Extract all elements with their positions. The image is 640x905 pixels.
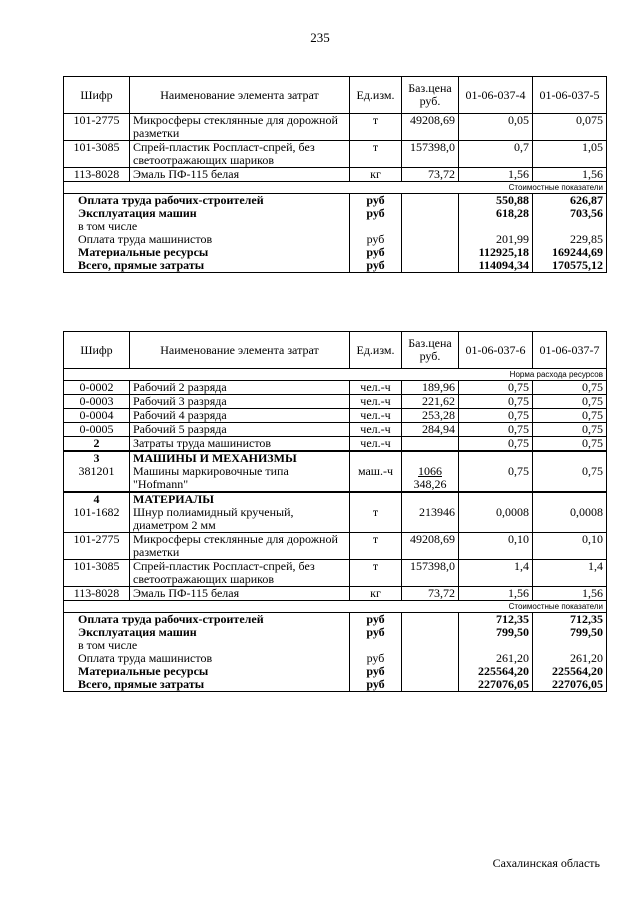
table-row: [64, 141, 607, 168]
summary-unit: руб: [350, 652, 402, 665]
row-price: 253,28: [402, 409, 459, 423]
summary-value-b: 626,87: [533, 194, 607, 208]
row-price: 73,72: [402, 168, 459, 182]
row-code: 101-2775: [64, 114, 130, 141]
row-value-b: 0,0008: [533, 506, 607, 533]
table-header-row: [64, 77, 607, 114]
row-value-a: 0,05: [459, 114, 533, 141]
cost-indicators-note: Стоимостные показатели: [64, 182, 607, 194]
table-row: [64, 506, 607, 533]
summary-value-b: 799,50: [533, 626, 607, 639]
machine-row: [64, 465, 607, 492]
summary-row: [64, 613, 607, 627]
table-header-row: [64, 332, 607, 369]
summary-price: [402, 220, 459, 233]
row-name: Эмаль ПФ-115 белая: [130, 587, 350, 601]
summary-value-a: 112925,18: [459, 246, 533, 259]
row-unit: чел.-ч: [350, 381, 402, 395]
summary-row: [64, 678, 607, 692]
summary-price: [402, 194, 459, 208]
row-value-a: 1,4: [459, 560, 533, 587]
summary-value-a: 799,50: [459, 626, 533, 639]
row-value-a: 0,0008: [459, 506, 533, 533]
summary-value-a: 225564,20: [459, 665, 533, 678]
summary-label: Оплата труда машинистов: [64, 652, 350, 665]
table-row: [64, 423, 607, 437]
row-value-a: 1,56: [459, 168, 533, 182]
row-value-a: 0,75: [459, 395, 533, 409]
row-code: 2: [64, 437, 130, 452]
table-row: [64, 533, 607, 560]
header-unit: Ед.изм.: [350, 77, 402, 114]
row-price: [402, 465, 459, 492]
header-name: Наименование элемента затрат: [130, 332, 350, 369]
header-code: Шифр: [64, 77, 130, 114]
row-value-a: 0,75: [459, 423, 533, 437]
summary-label: в том числе: [64, 220, 350, 233]
header-code: Шифр: [64, 332, 130, 369]
footer-region: Сахалинская область: [492, 856, 600, 870]
header-col-b: 01-06-037-5: [533, 77, 607, 114]
summary-unit: руб: [350, 613, 402, 627]
row-name: Спрей-пластик Роспласт-спрей, без светоотражающих шариков: [130, 141, 350, 168]
row-unit: т: [350, 141, 402, 168]
header-name: Наименование элемента затрат: [130, 77, 350, 114]
summary-price: [402, 626, 459, 639]
summary-row: [64, 626, 607, 639]
row-price: 189,96: [402, 381, 459, 395]
row-code: 0-0002: [64, 381, 130, 395]
summary-row: [64, 207, 607, 220]
row-value-b: 1,4: [533, 560, 607, 587]
row-name: Рабочий 5 разряда: [130, 423, 350, 437]
summary-label: Всего, прямые затраты: [64, 678, 350, 692]
row-price: 157398,0: [402, 141, 459, 168]
summary-label: в том числе: [64, 639, 350, 652]
summary-unit: руб: [350, 233, 402, 246]
table-row: [64, 560, 607, 587]
row-name: Спрей-пластик Роспласт-спрей, без светоотражающих шариков: [130, 560, 350, 587]
row-value-b: 1,56: [533, 168, 607, 182]
summary-price: [402, 639, 459, 652]
row-value-b: 0,075: [533, 114, 607, 141]
row-value-a: 0,75: [459, 409, 533, 423]
summary-value-b: 703,56: [533, 207, 607, 220]
machines-section-row: [64, 451, 607, 465]
header-col-b: 01-06-037-7: [533, 332, 607, 369]
row-price: 213946: [402, 506, 459, 533]
summary-price: [402, 665, 459, 678]
cost-indicators-note: Стоимостные показатели: [64, 601, 607, 613]
row-value-a: 0,7: [459, 141, 533, 168]
table-row: [64, 168, 607, 182]
row-name: Шнур полиамидный крученый, диаметром 2 мм: [130, 506, 350, 533]
row-value-a: 0,75: [459, 465, 533, 492]
table-note-row: [64, 601, 607, 613]
table-row: [64, 395, 607, 409]
row-value-b: 0,75: [533, 423, 607, 437]
section-code: 3: [64, 451, 130, 465]
row-value-a: 0,75: [459, 437, 533, 452]
row-code: 0-0003: [64, 395, 130, 409]
row-code: 101-1682: [64, 506, 130, 533]
summary-value-a: 712,35: [459, 613, 533, 627]
row-name: Затраты труда машинистов: [130, 437, 350, 452]
row-code: 113-8028: [64, 587, 130, 601]
header-col-a: 01-06-037-4: [459, 77, 533, 114]
table-note-row: [64, 369, 607, 381]
row-name: Эмаль ПФ-115 белая: [130, 168, 350, 182]
summary-price: [402, 652, 459, 665]
summary-value-b: 225564,20: [533, 665, 607, 678]
row-value-b: 0,75: [533, 381, 607, 395]
row-unit: чел.-ч: [350, 423, 402, 437]
row-name: Рабочий 4 разряда: [130, 409, 350, 423]
summary-value-a: 227076,05: [459, 678, 533, 692]
row-unit: чел.-ч: [350, 409, 402, 423]
summary-label: Материальные ресурсы: [64, 665, 350, 678]
row-value-b: 1,56: [533, 587, 607, 601]
table-row: [64, 114, 607, 141]
summary-price: [402, 246, 459, 259]
row-name: Рабочий 2 разряда: [130, 381, 350, 395]
row-value-b: 1,05: [533, 141, 607, 168]
summary-label: Оплата труда машинистов: [64, 233, 350, 246]
table-row: [64, 409, 607, 423]
summary-value-b: 169244,69: [533, 246, 607, 259]
header-col-a: 01-06-037-6: [459, 332, 533, 369]
summary-price: [402, 207, 459, 220]
row-unit: кг: [350, 168, 402, 182]
row-unit: т: [350, 533, 402, 560]
summary-label: Эксплуатация машин: [64, 207, 350, 220]
section-code: 4: [64, 492, 130, 506]
table-row: [64, 381, 607, 395]
summary-label: Материальные ресурсы: [64, 246, 350, 259]
summary-unit: руб: [350, 246, 402, 259]
summary-price: [402, 613, 459, 627]
row-code: 113-8028: [64, 168, 130, 182]
summary-row: [64, 259, 607, 273]
row-code: 381201: [64, 465, 130, 492]
row-unit: т: [350, 114, 402, 141]
table-row: [64, 587, 607, 601]
summary-unit: руб: [350, 207, 402, 220]
section-title: МАТЕРИАЛЫ: [130, 492, 350, 506]
summary-unit: руб: [350, 678, 402, 692]
summary-value-b: 261,20: [533, 652, 607, 665]
header-unit: Ед.изм.: [350, 332, 402, 369]
resource-norm-note: Норма расхода ресурсов: [64, 369, 607, 381]
row-code: 0-0004: [64, 409, 130, 423]
section-title: МАШИНЫ И МЕХАНИЗМЫ: [130, 451, 350, 465]
summary-price: [402, 678, 459, 692]
summary-value-a: 201,99: [459, 233, 533, 246]
row-name: Машины маркировочные типа "Hofmann": [130, 465, 350, 492]
row-unit: т: [350, 506, 402, 533]
price-top: 1066: [418, 464, 442, 478]
summary-price: [402, 233, 459, 246]
table-note-row: [64, 182, 607, 194]
row-price: 221,62: [402, 395, 459, 409]
summary-row: [64, 194, 607, 208]
summary-value-b: 229,85: [533, 233, 607, 246]
row-value-b: 0,75: [533, 409, 607, 423]
operators-row: [64, 437, 607, 452]
materials-section-row: [64, 492, 607, 506]
summary-label: Эксплуатация машин: [64, 626, 350, 639]
row-value-a: 0,75: [459, 381, 533, 395]
summary-value-a: 114094,34: [459, 259, 533, 273]
row-price: 73,72: [402, 587, 459, 601]
row-name: Рабочий 3 разряда: [130, 395, 350, 409]
cost-table-1: [63, 76, 607, 273]
summary-unit: руб: [350, 194, 402, 208]
row-price: 284,94: [402, 423, 459, 437]
summary-value-b: 712,35: [533, 613, 607, 627]
summary-value-b: 227076,05: [533, 678, 607, 692]
cost-table-2: [63, 331, 607, 692]
row-code: 0-0005: [64, 423, 130, 437]
row-code: 101-3085: [64, 141, 130, 168]
summary-unit: руб: [350, 259, 402, 273]
row-value-b: 0,75: [533, 465, 607, 492]
row-value-b: 0,10: [533, 533, 607, 560]
row-value-a: 0,10: [459, 533, 533, 560]
header-price: Баз.цена руб.: [402, 77, 459, 114]
price-bottom: 348,26: [413, 477, 447, 491]
row-unit: чел.-ч: [350, 395, 402, 409]
row-price: [402, 437, 459, 452]
row-price: 49208,69: [402, 114, 459, 141]
row-name: Микросферы стеклянные для дорожной разметки: [130, 114, 350, 141]
row-value-b: 0,75: [533, 437, 607, 452]
row-code: 101-2775: [64, 533, 130, 560]
summary-label: Всего, прямые затраты: [64, 259, 350, 273]
header-price: Баз.цена руб.: [402, 332, 459, 369]
summary-value-a: 261,20: [459, 652, 533, 665]
row-unit: кг: [350, 587, 402, 601]
summary-value-a: 550,88: [459, 194, 533, 208]
summary-price: [402, 259, 459, 273]
summary-label: Оплата труда рабочих-строителей: [64, 194, 350, 208]
summary-label: Оплата труда рабочих-строителей: [64, 613, 350, 627]
row-unit: чел.-ч: [350, 437, 402, 452]
row-unit: маш.-ч: [350, 465, 402, 492]
row-code: 101-3085: [64, 560, 130, 587]
row-value-a: 1,56: [459, 587, 533, 601]
row-price: 49208,69: [402, 533, 459, 560]
summary-value-b: 170575,12: [533, 259, 607, 273]
summary-unit: руб: [350, 626, 402, 639]
summary-unit: руб: [350, 665, 402, 678]
row-value-b: 0,75: [533, 395, 607, 409]
row-price: 157398,0: [402, 560, 459, 587]
summary-value-a: 618,28: [459, 207, 533, 220]
row-name: Микросферы стеклянные для дорожной разметки: [130, 533, 350, 560]
page-number: 235: [310, 30, 330, 45]
row-unit: т: [350, 560, 402, 587]
